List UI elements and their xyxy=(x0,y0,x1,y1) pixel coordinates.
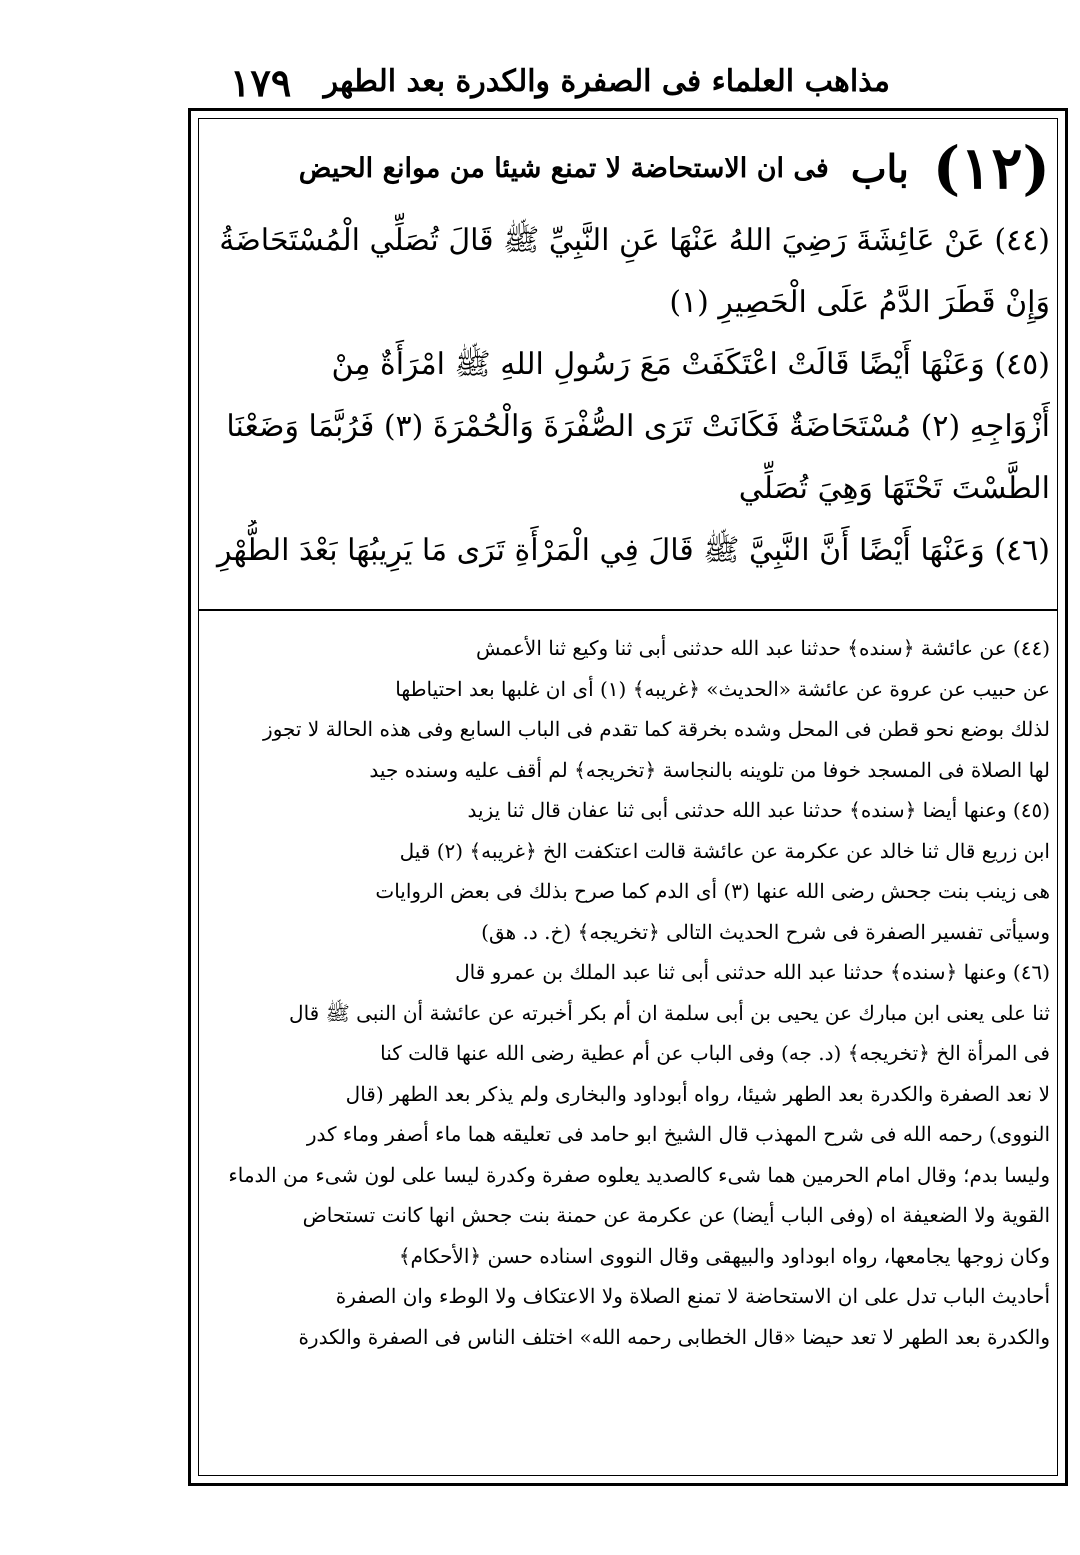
chapter-number: (١٢) xyxy=(932,134,1050,202)
commentary-line: فى المرأة الخ ﴿تخريجه﴾ (د. جه) وفى الباب عن أم عطية رضى الله عنها قالت كنا xyxy=(380,1041,1050,1065)
commentary-line: لذلك بوضع نحو قطن فى المحل وشده بخرقة كما تقدم فى الباب السابع وفى هذه الحالة لا تجوز xyxy=(263,717,1050,741)
chapter-word: باب xyxy=(850,145,909,191)
hadith-line: (٤٤) عَنْ عَائِشَةَ رَضِيَ اللهُ عَنْهَا عَنِ النَّبِيِّ ﷺ قَالَ تُصَلِّي الْمُسْتَحَاضَةُ xyxy=(219,223,1050,258)
commentary-line: النووى) رحمه الله فى شرح المهذب قال الشيخ ابو حامد فى تعليقه هما ماء أصفر وماء كدر xyxy=(306,1122,1050,1146)
commentary-line: (٤٥) وعنها أيضا ﴿سنده﴾ حدثنا عبد الله حدثنى أبى ثنا عفان قال ثنا يزيد xyxy=(467,798,1050,822)
commentary-section xyxy=(210,628,1050,1468)
commentary-line: (٤٦) وعنها ﴿سنده﴾ حدثنا عبد الله حدثنى أبى ثنا عبد الملك بن عمرو قال xyxy=(455,960,1050,984)
commentary-line: وليسا بدم؛ وقال امام الحرمين هما شىء كالصديد يعلوه صفرة وكدرة ليسا على لون شىء من الدماء xyxy=(228,1162,1050,1187)
hadith-line: الطَّسْتَ تَحْتَهَا وَهِيَ تُصَلِّي xyxy=(738,471,1050,506)
hadith-line: وَإِنْ قَطَرَ الدَّمُ عَلَى الْحَصِيرِ (١) xyxy=(669,285,1050,320)
main-text-section xyxy=(210,126,1050,604)
hadith-line: (٤٦) وَعَنْهَا أَيْضًا أَنَّ النَّبِيَّ ﷺ قَالَ فِي الْمَرْأَةِ تَرَى مَا يَرِيبُهَا بَعْدَ الطُّهْرِ xyxy=(216,533,1050,568)
hadith-line: أَزْوَاجِهِ (٢) مُسْتَحَاضَةٌ فَكَانَتْ تَرَى الصُّفْرَةَ وَالْحُمْرَةَ (٣) فَرُبَّمَا وَضَعْنَا xyxy=(226,409,1050,444)
running-header xyxy=(230,60,890,110)
commentary-line: (٤٤) عن عائشة ﴿سنده﴾ حدثنا عبد الله حدثنى أبى ثنا وكيع ثنا الأعمش xyxy=(475,636,1050,660)
commentary-line: وكان زوجها يجامعها، رواه ابوداود والبيهقى وقال النووى اسناده حسن ﴿الأحكام﴾ xyxy=(398,1243,1050,1268)
commentary-line: عن حبيب عن عروة عن عائشة «الحديث» ﴿غريبه﴾ (١) أى ان غلبها بعد احتياطها xyxy=(395,676,1050,701)
commentary-line: لها الصلاة فى المسجد خوفا من تلوينه بالنجاسة ﴿تخريجه﴾ لم أقف عليه وسنده جيد xyxy=(369,757,1050,782)
section-divider xyxy=(198,609,1058,611)
hadith-line: (٤٥) وَعَنْهَا أَيْضًا قَالَتْ اعْتَكَفَتْ مَعَ رَسُولِ اللهِ ﷺ امْرَأَةٌ مِنْ xyxy=(331,347,1050,382)
commentary-line: هى زينب بنت جحش رضى الله عنها (٣) أى الدم كما صرح بذلك فى بعض الروايات xyxy=(375,879,1050,903)
commentary-line: القوية ولا الضعيفة اه (وفى الباب أيضا) عن عكرمة عن حمنة بنت جحش انها كانت تستحاض xyxy=(302,1203,1050,1227)
page-number: ١٧٩ xyxy=(230,60,292,105)
chapter-title: فى ان الاستحاضة لا تمنع شيئا من موانع الحيض xyxy=(298,152,829,184)
commentary-line: والكدرة بعد الطهر لا تعد حيضا «قال الخطابى رحمه الله» اختلف الناس فى الصفرة والكدرة xyxy=(298,1324,1050,1349)
commentary-line: وسيأتى تفسير الصفرة فى شرح الحديث التالى ﴿تخريجه﴾ (خ. د. هق) xyxy=(481,919,1050,944)
commentary-line: ثنا على يعنى ابن مبارك عن يحيى بن أبى سلمة ان أم بكر أخبرته عن عائشة أن النبى ﷺ قال xyxy=(289,1000,1050,1025)
commentary-line: أحاديث الباب تدل على ان الاستحاضة لا تمنع الصلاة ولا الاعتكاف ولا الوطء وان الصفرة xyxy=(335,1284,1050,1308)
running-title: مذاهب العلماء فى الصفرة والكدرة بعد الطهر xyxy=(323,64,890,99)
commentary-line: ابن زريع قال ثنا خالد عن عكرمة عن عائشة قالت اعتكفت الخ ﴿غريبه﴾ (٢) قيل xyxy=(399,838,1050,863)
chapter-heading xyxy=(210,126,1050,210)
commentary-line: لا نعد الصفرة والكدرة بعد الطهر شيئا، رواه أبوداود والبخارى ولم يذكر بعد الطهر (قال xyxy=(345,1081,1050,1106)
